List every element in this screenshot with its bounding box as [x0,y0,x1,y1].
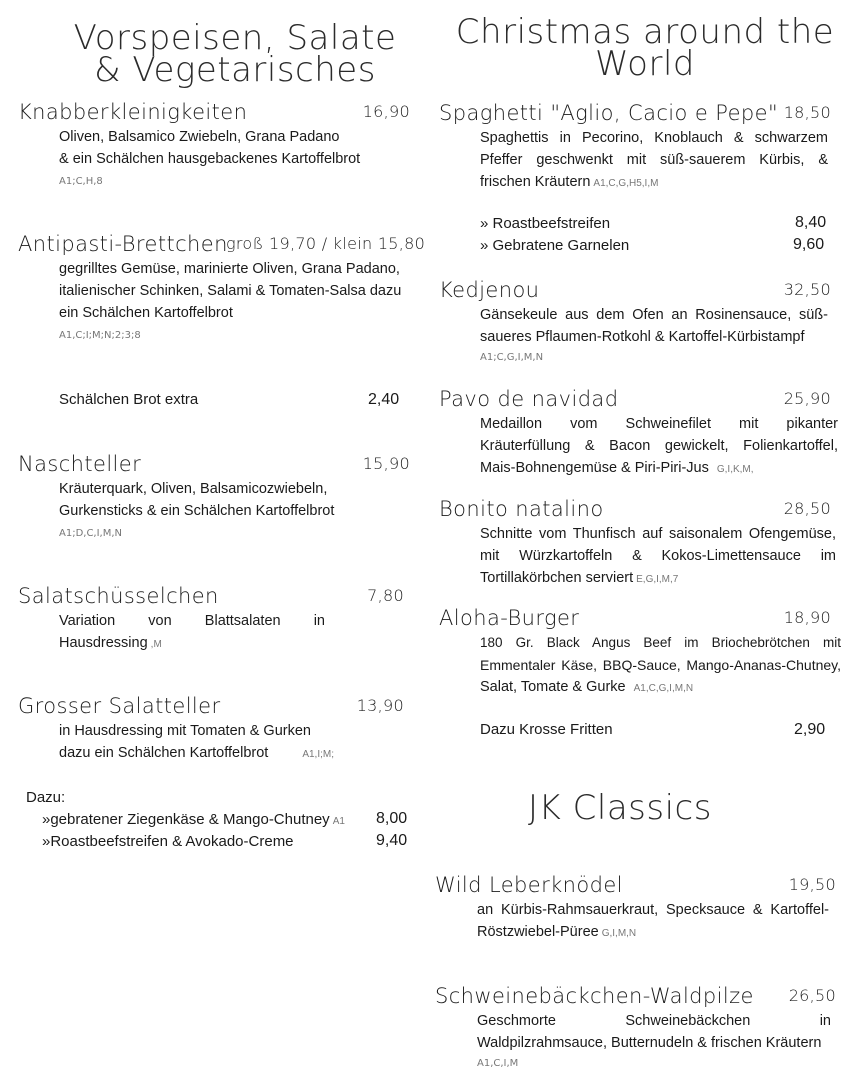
extra-bread-price: 2,40 [368,391,400,408]
dazu-option: »gebratener Ziegenkäse & Mango-Chutney A1 [42,811,345,828]
item-description: Kräuterquark, Oliven, Balsamicozwiebeln, Gurkensticks & ein Schälchen Kartoffelbrot [59,478,409,522]
menu-item [18,584,410,610]
extra-bread-label: Schälchen Brot extra [59,391,199,408]
allergen-codes: G,I,K,M, [716,464,754,475]
allergen-codes: E,G,I,M,7 [636,574,679,585]
item-price: groß 19,70 / klein 15,80 [226,234,426,253]
menu-item [439,606,831,632]
item-description: an Kürbis-Rahmsauerkraut, Specksauce & Kartoffel- [477,902,829,918]
menu-item [18,694,410,720]
allergen-codes: A1,C,I,M [477,1058,519,1069]
menu-item [18,452,410,478]
item-description: Röstzwiebel-Püree G,I,M,N [477,924,637,940]
item-name: Antipasti-Brettchen [18,232,228,256]
item-description: Variation von Blattsalaten in [59,613,325,629]
item-description: mit Würzkartoffeln & Kokos-Limettensauce im [480,548,836,564]
item-price: 18,50 [783,103,831,122]
menu-item [439,101,831,127]
item-price: 25,90 [783,389,831,408]
menu-item [439,387,831,413]
item-name: Aloha-Burger [439,606,580,630]
item-price: 15,90 [362,454,410,473]
item-description: Kräuterfüllung & Bacon gewickelt, Folienkartoffel, [480,438,838,454]
left-section-title: Vorspeisen, Salate & Vegetarisches [73,18,397,90]
item-name: Spaghetti "Aglio, Cacio e Pepe" [439,101,779,125]
allergen-codes: A1;C,G,I,M,N [480,352,544,363]
item-name: Wild Leberknödel [435,873,623,897]
allergen-codes: A1;D,C,I,M,N [59,528,123,539]
item-name: Schweinebäckchen-Waldpilze [435,984,754,1008]
item-description: Geschmorte Schweinebäckchen in [477,1013,831,1029]
dazu-option-price: 8,00 [376,810,408,827]
item-price: 32,50 [783,280,831,299]
item-price: 19,50 [788,875,836,894]
spaghetti-extra-price: 8,40 [795,214,827,231]
item-name: Grosser Salatteller [18,694,221,718]
item-name: Naschteller [18,452,142,476]
allergen-codes: ,M [150,639,162,650]
fries-price: 2,90 [794,721,826,738]
item-description: saueres Pflaumen-Rotkohl & Kartoffel-Kürbistampf [480,329,805,345]
allergen-codes: G,I,M,N [601,928,637,939]
item-description: Gänsekeule aus dem Ofen an Rosinensauce, süß- [480,307,828,323]
dazu-option-price: 9,40 [376,832,408,849]
fries-label: Dazu Krosse Fritten [480,721,613,738]
classics-section-title: JK Classics [528,788,712,828]
item-description-cont: dazu ein Schälchen Kartoffelbrot A1,I;M; [59,745,335,761]
item-name: Pavo de navidad [439,387,619,411]
item-price: 16,90 [362,102,410,121]
menu-item [18,232,426,341]
item-price: 7,80 [367,586,404,605]
item-name: Salatschüsselchen [18,584,219,608]
item-description: Schnitte vom Thunfisch auf saisonalem Ofengemüse, [480,526,836,542]
menu-item [18,100,410,187]
item-description: Salat, Tomate & Gurke A1,C,G,I,M,N [480,679,694,695]
item-description: 180 Gr. Black Angus Beef im Briochebrötchen mit [480,635,841,650]
item-name: Kedjenou [439,278,540,302]
dazu-label: Dazu: [26,789,66,806]
menu-item [435,873,836,899]
item-price: 28,50 [783,499,831,518]
item-description: Pfeffer geschwenkt mit süß-sauerem Kürbis, & [480,152,828,168]
item-price: 26,50 [788,986,836,1005]
item-price: 18,90 [783,608,831,627]
item-description: Emmentaler Käse, BBQ-Sauce, Mango-Ananas-Chutney, [480,657,841,673]
item-description: Tortillakörbchen serviert E,G,I,M,7 [480,570,679,586]
menu-item [439,278,831,304]
allergen-codes: A1,C,G,H5,I,M [593,178,659,189]
item-description: Oliven, Balsamico Zwiebeln, Grana Padano & ein Schälchen hausgebackenes Kartoffelbrot [59,129,361,167]
menu-item [435,984,836,1010]
dazu-option: »Roastbeefstreifen & Avokado-Creme [42,833,294,850]
spaghetti-extra: » Gebratene Garnelen [480,237,630,254]
item-name: Bonito natalino [439,497,604,521]
menu-item [439,497,831,523]
item-description: Mais-Bohnengemüse & Piri-Piri-Jus G,I,K,M, [480,460,754,476]
spaghetti-extra: » Roastbeefstreifen [480,215,611,232]
item-price: 13,90 [356,696,404,715]
item-description: Medaillon vom Schweinefilet mit pikanter [480,416,838,432]
item-description: Waldpilzrahmsauce, Butternudeln & frischen Kräutern [477,1035,822,1051]
item-description: in Hausdressing mit Tomaten & Gurken [59,723,311,739]
allergen-codes: A1,C;I;M;N;2;3;8 [59,330,141,341]
allergen-codes: A1,I;M; [302,749,335,760]
item-description-cont: Hausdressing ,M [59,635,162,651]
allergen-codes: A1 [332,816,345,827]
item-description: frischen Kräutern A1,C,G,H5,I,M [480,174,659,190]
allergen-codes: A1;C,H,8 [59,176,103,187]
item-name: Knabberkleinigkeiten [18,100,248,124]
right-section-title: Christmas around the World [455,12,835,84]
item-description: gegrilltes Gemüse, marinierte Oliven, Grana Padano, italienischer Schinken, Salami & Tomaten-Salsa dazu ein Schälchen Kartoffelbrot [59,261,402,321]
spaghetti-extra-price: 9,60 [793,236,825,253]
allergen-codes: A1,C,G,I,M,N [633,683,694,694]
item-description: Spaghettis in Pecorino, Knoblauch & schwarzem [480,130,828,146]
